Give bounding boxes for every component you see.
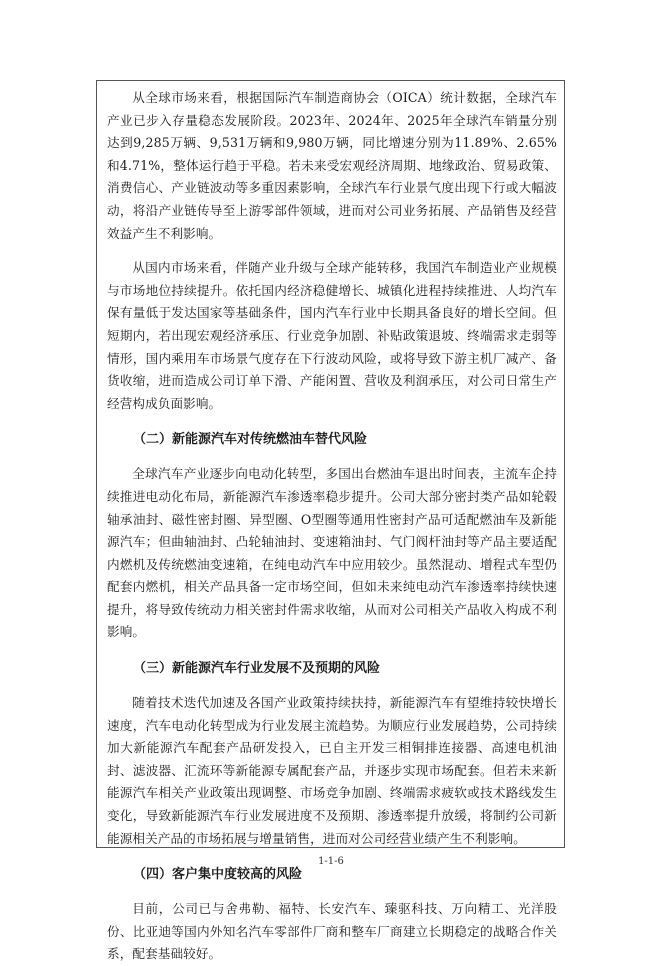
document-body	[107, 87, 557, 966]
section-heading-nev-underperformance: （三）新能源汽车行业发展不及预期的风险	[133, 661, 381, 677]
section-heading-customer-concentration: （四）客户集中度较高的风险	[133, 867, 303, 883]
paragraph-nev-underperformance: 随着技术迭代加速及各国产业政策持续扶持，新能源汽车有望维持较快增长速度，汽车电动化转型成为行业发展主流趋势。为顺应行业发展趋势，公司持续加大新能源汽车配套产品研发投入，已自主开发三相铜排连接器、高速电机油封、滤波器、汇流环等新能源专属配套产品，并逐步实现市场配套。但若未来新能源汽车相关产业政策出现调整、市场竞争加剧、终端需求疲软或技术路线发生变化，导致新能源汽车行业发展进度不及预期、渗透率提升放缓，将制约公司新能源相关产品的市场拓展与增量销售，进而对公司经营业绩产生不利影响。	[107, 695, 557, 846]
paragraph-domestic-market: 从国内市场来看，伴随产业升级与全球产能转移，我国汽车制造业产业规模与市场地位持续提升。依托国内经济稳健增长、城镇化进程持续推进、人均汽车保有量低于发达国家等基础条件，国内汽车行业中长期具备良好的增长空间。但短期内，若出现宏观经济承压、行业竞争加剧、补贴政策退坡、终端需求走弱等情形，国内乘用车市场景气度存在下行波动风险，或将导致下游主机厂减产、备货收缩，进而造成公司订单下滑、产能闲置、营收及利润承压，对公司日常生产经营构成负面影响。	[107, 260, 557, 411]
paragraph-nev-replacement: 全球汽车产业逐步向电动化转型，多国出台燃油车退出时间表，主流车企持续推进电动化布局，新能源汽车渗透率稳步提升。公司大部分密封类产品如轮毂轴承油封、磁性密封圈、异型圈、O型圈等通用性密封产品可适配燃油车及新能源汽车；但曲轴油封、凸轮轴油封、变速箱油封、气门阀杆油封等产品主要适配内燃机及传统燃油变速箱，在纯电动汽车中应用较少。虽然混动、增程式车型仍配套内燃机，相关产品具备一定市场空间，但如未来纯电动汽车渗透率持续快速提升，将导致传统动力相关密封件需求收缩，从而对公司相关产品收入构成不利影响。	[107, 466, 557, 640]
paragraph-global-market: 从全球市场来看，根据国际汽车制造商协会（OICA）统计数据，全球汽车产业已步入存量稳态发展阶段。2023年、2024年、2025年全球汽车销量分别达到9,285万辆、9,531万辆和9,980万辆，同比增速分别为11.89%、2.65%和4.71%，整体运行趋于平稳。若未来受宏观经济周期、地缘政治、贸易政策、消费信心、产业链波动等多重因素影响，全球汽车行业景气度出现下行或大幅波动，将沿产业链传导至上游零部件领域，进而对公司业务拓展、产品销售及经营效益产生不利影响。	[107, 90, 557, 241]
page-number: 1-1-6	[318, 856, 344, 867]
paragraph-customer-concentration: 目前，公司已与舍弗勒、福特、长安汽车、臻驱科技、万向精工、光洋股份、比亚迪等国内外知名汽车零部件厂商和整车厂商建立长期稳定的战略合作关系，配套基础较好。	[107, 901, 557, 962]
section-heading-nev-replacement: （二）新能源汽车对传统燃油车替代风险	[133, 432, 368, 448]
